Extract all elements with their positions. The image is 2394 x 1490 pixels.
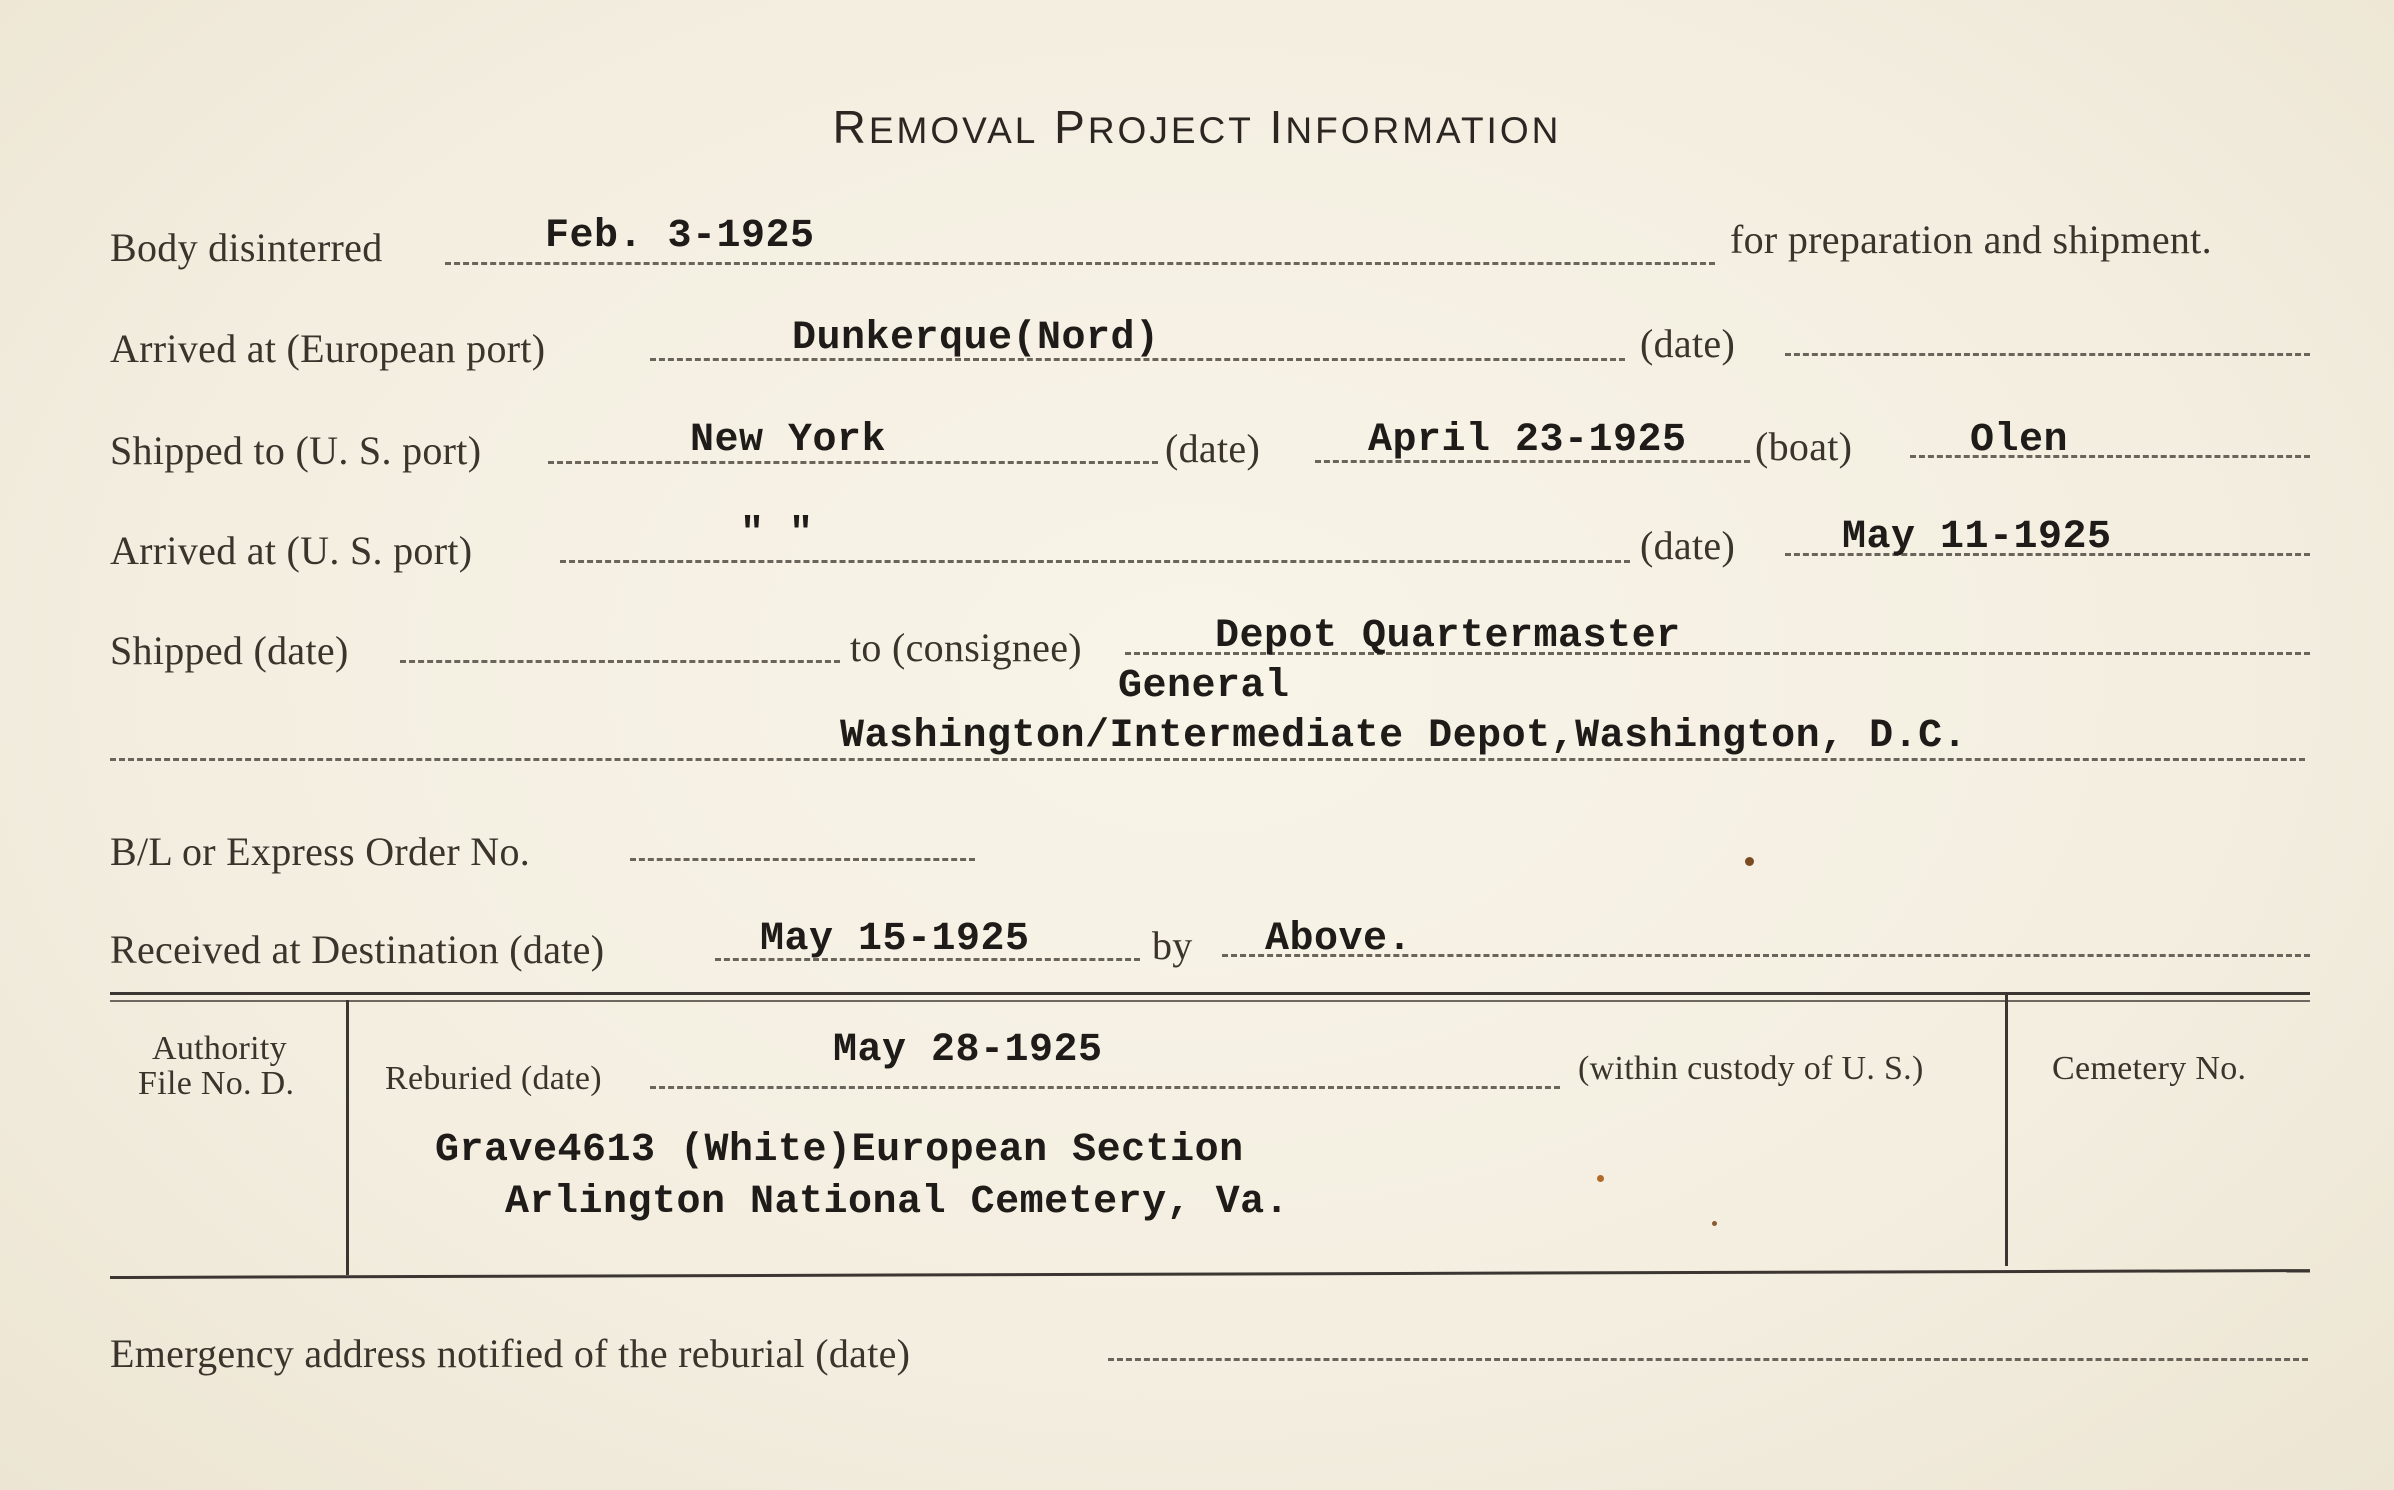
blank-line: [560, 560, 1630, 563]
label-to-consignee: to (consignee): [850, 625, 1082, 670]
label-shipped-to-us-port: Shipped to (U. S. port): [110, 428, 482, 473]
label-date: (date): [1165, 426, 1261, 471]
label-body-disinterred: Body disinterred: [110, 225, 383, 270]
label-reburied-date: Reburied (date): [385, 1060, 602, 1097]
value-arrived-us-port: " ": [740, 512, 814, 557]
label-arrived-us-port: Arrived at (U. S. port): [110, 528, 473, 573]
stain-spot: [1712, 1221, 1717, 1226]
value-consignee-line2: Washington/Intermediate Depot,Washington, D.C.: [840, 714, 1968, 759]
value-reburied-date: May 28-1925: [833, 1028, 1103, 1073]
blank-line: [1108, 1358, 2308, 1361]
label-file-no: File No. D.: [138, 1065, 295, 1102]
divider-bottom: [110, 1269, 2310, 1279]
value-us-port: New York: [690, 418, 887, 463]
stain-spot: [1745, 857, 1754, 866]
title-word: EMOVAL: [868, 110, 1039, 151]
blank-line: [445, 262, 1715, 265]
blank-line: [400, 660, 840, 663]
value-boat: Olen: [1970, 418, 2069, 463]
blank-line: [1785, 353, 2310, 356]
value-consignee-line1: Depot Quartermaster: [1215, 614, 1681, 659]
title-word: NFORMATION: [1285, 110, 1562, 151]
value-received-by: Above.: [1265, 917, 1413, 962]
label-for-preparation: for preparation and shipment.: [1730, 217, 2212, 262]
divider-vertical: [346, 1000, 349, 1275]
value-received-date: May 15-1925: [760, 917, 1030, 962]
label-emergency-address: Emergency address notified of the reburial (date): [110, 1331, 911, 1376]
value-european-port: Dunkerque(Nord): [792, 316, 1160, 361]
label-bl-express-order: B/L or Express Order No.: [110, 829, 531, 874]
card-title: [0, 100, 2394, 154]
divider-top-thin: [110, 1000, 2310, 1002]
title-initial: P: [1054, 101, 1088, 153]
value-shipped-date: April 23-1925: [1368, 418, 1687, 463]
title-word: ROJECT: [1087, 110, 1254, 151]
value-grave-line1: Grave4613 (White)European Section: [435, 1128, 1244, 1173]
value-body-disinterred: Feb. 3-1925: [545, 214, 815, 259]
title-initial: R: [832, 101, 869, 153]
blank-line: [630, 858, 975, 861]
value-grave-line2: Arlington National Cemetery, Va.: [505, 1180, 1290, 1225]
divider-top: [110, 992, 2310, 995]
label-boat: (boat): [1755, 424, 1853, 469]
value-arrived-us-date: May 11-1925: [1842, 515, 2112, 560]
value-consignee-insert: General: [1118, 664, 1290, 709]
label-by: by: [1152, 923, 1193, 968]
label-authority: Authority: [152, 1030, 287, 1067]
label-cemetery-no: Cemetery No.: [2052, 1050, 2247, 1087]
label-date: (date): [1640, 523, 1736, 568]
label-date: (date): [1640, 321, 1736, 366]
stain-spot: [1597, 1175, 1604, 1182]
title-initial: I: [1269, 101, 1286, 153]
divider-vertical: [2005, 994, 2008, 1266]
label-received-destination: Received at Destination (date): [110, 927, 605, 972]
label-shipped-date: Shipped (date): [110, 628, 349, 673]
blank-line: [650, 1086, 1560, 1089]
label-arrived-european-port: Arrived at (European port): [110, 326, 546, 371]
label-within-custody: (within custody of U. S.): [1578, 1050, 1924, 1087]
